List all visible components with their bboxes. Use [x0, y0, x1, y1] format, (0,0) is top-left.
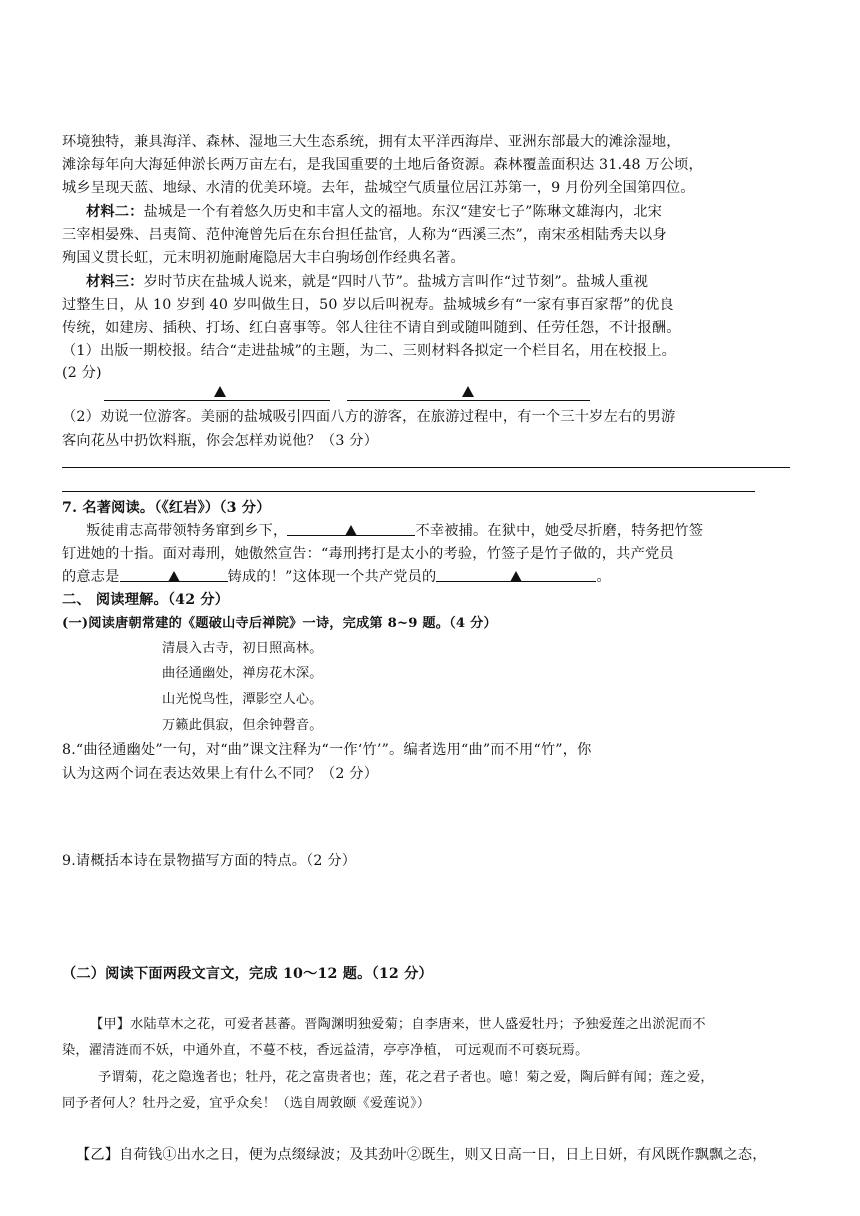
text-jia-line: 同予者何人？牡丹之爱，宜乎众矣！（选自周敦颐《爱莲说》）: [62, 1096, 431, 1111]
material1-line: 城乡呈现天蓝、地绿、水清的优美环境。去年，盐城空气质量位居江苏第一，9 月份列全国第四位。: [62, 180, 695, 196]
material2-text: 盐城是一个有着悠久历史和丰富人文的福地。东汉“建安七子”陈琳文雄海内，北宋: [143, 204, 663, 220]
material2-line: 殉国义贯长虹，元末明初施耐庵隐居大丰白驹场创作经典名著。: [62, 250, 465, 266]
answer-blank-column-3[interactable]: [347, 400, 590, 401]
blank-marker-icon: [345, 525, 357, 536]
section-2-heading: 二、 阅读理解。（42 分）: [62, 592, 230, 608]
q7-text: 叛徒甫志高带领特务窜到乡下，: [86, 523, 288, 539]
answer-line[interactable]: [62, 491, 755, 492]
material2-label: 材料二：: [86, 204, 144, 220]
text-yi-line: 【乙】自荷钱①出水之日，便为点缀绿波；及其劲叶②既生，则又日高一日，日上日妍，有风既作飘飘之态，: [76, 1147, 767, 1163]
material3-label: 材料三：: [86, 274, 144, 290]
blank-marker-icon: [510, 571, 522, 582]
question-7-line: [62, 565, 802, 589]
q7-text: 不幸被捕。在狱中，她受尽折磨，特务把竹签: [415, 523, 704, 539]
material2-line: 三宰相晏殊、吕夷简、范仲淹曾先后在东台担任盐官，人称为“西溪三杰”，南宋丞相陆秀夫以身: [62, 227, 667, 243]
material3-line: 过整生日，从 10 岁到 40 岁叫做生日，50 岁以后叫祝寿。盐城城乡有“一家有事百家帮”的优良: [62, 297, 674, 313]
question-7-line: [86, 519, 826, 543]
question-2-text: （2）劝说一位游客。美丽的盐城吸引四面八方的游客，在旅游过程中，有一个三十岁左右的男游: [62, 409, 676, 425]
question-8-text: 8.“曲径通幽处”一句，对“曲”课文注释为“一作‘竹’”。编者选用“曲”而不用“竹”，你: [62, 742, 592, 758]
question-7-title: 7. 名著阅读。（《红岩》）（3 分）: [62, 500, 271, 516]
text-jia-line: 予谓菊，花之隐逸者也；牡丹，花之富贵者也；莲，花之君子者也。噫！菊之爱，陶后鲜有闻；莲之爱，: [98, 1070, 714, 1085]
q7-text: 。: [596, 569, 611, 585]
poem-intro: (一)阅读唐朝常建的《题破山寺后禅院》一诗，完成第 8~9 题。（4 分）: [62, 616, 497, 631]
poem-line: 清晨入古寺，初日照高林。: [162, 641, 323, 656]
answer-line[interactable]: [62, 467, 790, 468]
poem-line: 曲径通幽处，禅房花木深。: [162, 666, 323, 681]
question-7-line: 钉进她的十指。面对毒刑，她傲然宣告：“毒刑拷打是太小的考验，竹签子是竹子做的，共产党员: [62, 546, 674, 562]
q7-text: 铸成的！”这体现一个共产党员的: [227, 569, 437, 585]
material1-line: 滩涂每年向大海延伸淤长两万亩左右，是我国重要的土地后备资源。森林覆盖面积达 31.48 万公顷，: [62, 157, 703, 173]
answer-blank-column-2[interactable]: [104, 400, 330, 401]
question-8-text: 认为这两个词在表达效果上有什么不同？（2 分）: [62, 766, 379, 782]
material3-text: 岁时节庆在盐城人说来，就是“四时八节”。盐城方言叫作“过节刻”。盐城人重视: [143, 274, 649, 290]
text-jia-line: 染，濯清涟而不妖，中通外直，不蔓不枝，香远益清，亭亭净植， 可远观而不可亵玩焉。: [62, 1043, 589, 1058]
material1-line: 环境独特，兼具海洋、森林、湿地三大生态系统，拥有太平洋西海岸、亚洲东部最大的滩涂湿地，: [62, 134, 681, 150]
q7-text: 的意志是: [62, 569, 120, 585]
question-1-points: (2 分): [62, 365, 102, 381]
text-jia-line: 【甲】水陆草木之花，可爱者甚蕃。晋陶渊明独爱菊；自李唐来，世人盛爱牡丹；予独爱莲之出淤泥而不: [90, 1017, 706, 1032]
poem-line: 山光悦鸟性，潭影空人心。: [162, 692, 323, 707]
answer-blank[interactable]: [436, 565, 596, 582]
material3-paragraph: [86, 270, 826, 294]
answer-blank[interactable]: [287, 519, 415, 536]
question-2-text: 客向花丛中扔饮料瓶，你会怎样劝说他？（3 分）: [62, 433, 379, 449]
question-9-text: 9.请概括本诗在景物描写方面的特点。（2 分）: [62, 853, 357, 869]
blank-marker-icon: [462, 386, 474, 397]
blank-marker-icon: [168, 571, 180, 582]
blank-marker-icon: [214, 386, 226, 397]
material3-line: 传统，如建房、插秧、打场、红白喜事等。邻人往往不请自到或随叫随到、任劳任怨，不计报酬。: [62, 320, 681, 336]
question-1-text: （1）出版一期校报。结合“走进盐城”的主题，为二、三则材料各拟定一个栏目名，用在校报上。: [62, 343, 677, 359]
material2-paragraph: [86, 200, 826, 224]
poem-line: 万籁此俱寂，但余钟磬音。: [162, 718, 323, 733]
answer-blank[interactable]: [120, 565, 228, 582]
part-2-heading: （二）阅读下面两段文言文，完成 10～12 题。（12 分）: [62, 966, 433, 982]
